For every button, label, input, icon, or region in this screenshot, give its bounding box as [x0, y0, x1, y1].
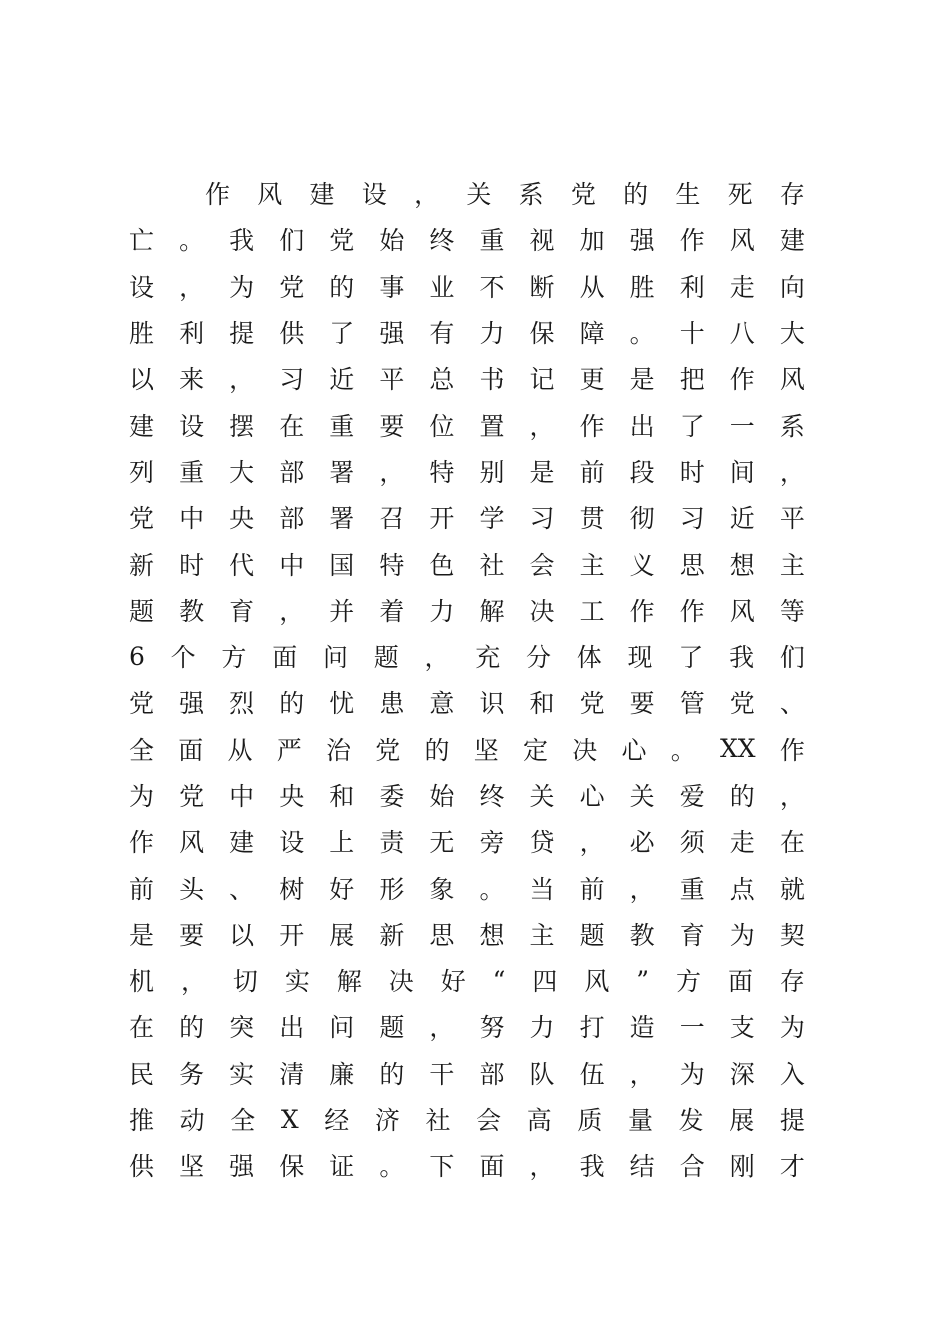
- text-line: 民 务 实 清 廉 的 干 部 队 伍 ， 为 深 入: [129, 1059, 805, 1089]
- text-line: 以 来 ， 习 近 平 总 书 记 更 是 把 作 风: [129, 365, 805, 395]
- text-line: 作 风 建 设 上 责 无 旁 贷 ， 必 须 走 在: [129, 828, 805, 858]
- text-line: 党 强 烈 的 忧 患 意 识 和 党 要 管 党 、: [129, 689, 805, 719]
- text-line: 6 个 方 面 问 题 ， 充 分 体 现 了 我 们: [129, 641, 805, 673]
- text-line: 党 中 央 部 署 召 开 学 习 贯 彻 习 近 平: [129, 504, 805, 534]
- text-line: 推 动 全 X 经 济 社 会 高 质 量 发 展 提: [129, 1104, 805, 1136]
- text-line: 列 重 大 部 署 ， 特 别 是 前 段 时 间 ，: [129, 457, 805, 487]
- text-line: 题 教 育 ， 并 着 力 解 决 工 作 作 风 等: [129, 596, 805, 626]
- text-line: 机 ， 切 实 解 决 好 “ 四 风 ” 方 面 存: [129, 965, 805, 997]
- text-line: 胜 利 提 供 了 强 有 力 保 障 。 十 八 大: [129, 319, 805, 349]
- text-line: 在 的 突 出 问 题 ， 努 力 打 造 一 支 为: [129, 1013, 805, 1043]
- text-line: 建 设 摆 在 重 要 位 置 ， 作 出 了 一 系: [129, 411, 805, 441]
- body-paragraph: [129, 170, 805, 1189]
- text-line: 新 时 代 中 国 特 色 社 会 主 义 思 想 主: [129, 550, 805, 580]
- text-line: 作 风 建 设 ， 关 系 党 的 生 死 存: [205, 180, 805, 210]
- text-line: 为 党 中 央 和 委 始 终 关 心 关 爱 的 ，: [129, 782, 805, 811]
- text-line: 全 面 从 严 治 党 的 坚 定 决 心 。 XX 作: [129, 734, 805, 765]
- text-line: 供 坚 强 保 证 。 下 面 ， 我 结 合 刚 才: [129, 1152, 805, 1182]
- text-line: 设 ， 为 党 的 事 业 不 断 从 胜 利 走 向: [129, 272, 805, 302]
- text-line: 是 要 以 开 展 新 思 想 主 题 教 育 为 契: [129, 920, 805, 950]
- text-line: 前 头 、 树 好 形 象 。 当 前 ， 重 点 就: [129, 874, 805, 904]
- text-line: 亡 。 我 们 党 始 终 重 视 加 强 作 风 建: [129, 226, 805, 256]
